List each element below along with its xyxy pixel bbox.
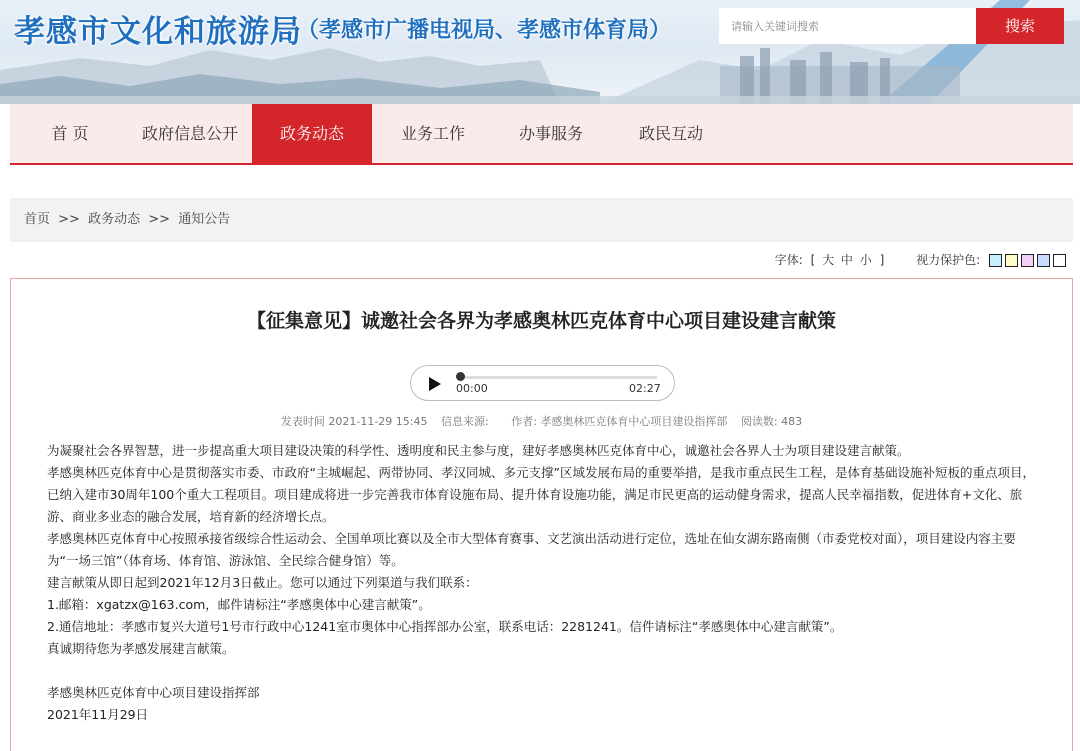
signature-date: 2021年11月29日 [47, 707, 149, 722]
font-size-large-button[interactable]: 大 [822, 253, 835, 267]
signature: 孝感奥林匹克体育中心项目建设指挥部 [47, 685, 260, 700]
site-title: 孝感市文化和旅游局 [14, 14, 302, 50]
audio-total-time: 02:27 [629, 382, 661, 395]
swatch-white[interactable] [1053, 254, 1066, 267]
eye-care-label: 视力保护色: [916, 253, 981, 267]
paragraph: 孝感奥林匹克体育中心按照承接省级综合性运动会、全国单项比赛以及全市大型体育赛事、文艺演出活动进行定位，选址在仙女湖东路南侧（市委党校对面），项目建设内容主要为“一场三馆”（体育场、体育馆、游泳馆、全民综合健身馆）等。 [47, 531, 1016, 568]
publish-time: 发表时间 2021-11-29 15:45 [280, 415, 428, 428]
nav-item-interaction[interactable]: 政民互动 [638, 124, 703, 143]
breadcrumb-level1[interactable]: 政务动态 [88, 212, 141, 227]
breadcrumb-level2[interactable]: 通知公告 [178, 212, 231, 227]
header-banner [0, 0, 1080, 104]
audio-player[interactable] [410, 365, 675, 401]
nav-item-gov-info[interactable]: 政府信息公开 [141, 124, 238, 143]
audio-current-time: 00:00 [456, 382, 488, 395]
swatch-pink[interactable] [1021, 254, 1034, 267]
site-subtitle: （孝感市广播电视局、孝感市体育局） [297, 18, 672, 43]
nav-item-services[interactable]: 办事服务 [518, 124, 583, 143]
search-input[interactable] [719, 8, 976, 44]
article-title: 【征集意见】诚邀社会各界为孝感奥林匹克体育中心项目建设建言献策 [246, 310, 836, 332]
font-size-bracket-close: ] [879, 252, 885, 267]
audio-progress-track[interactable] [459, 376, 657, 379]
paragraph: 孝感奥林匹克体育中心是贯彻落实市委、市政府“主城崛起、两带协同、孝汉同城、多元支撑”区域发展布局的重要举措，是我市重点民生工程，是体育基础设施补短板的重点项目，已纳入建市30周年100个重大工程项目。项目建成将进一步完善我市体育设施布局、提升体育设施功能，满足市民更高的运动健身需求，提高人民幸福指数，促进体育+文化、旅游、商业多业态的融合发展，培育新的经济增长点。 [47, 465, 1035, 524]
swatch-yellow[interactable] [1005, 254, 1018, 267]
nav-item-gov-news[interactable]: 政务动态 [252, 104, 372, 163]
font-size-label: 字体: [774, 253, 803, 267]
paragraph: 为凝聚社会各界智慧，进一步提高重大项目建设决策的科学性、透明度和民主参与度，建好孝感奥林匹克体育中心，诚邀社会各界人士为项目建设建言献策。 [47, 443, 910, 458]
audio-progress-knob[interactable] [456, 372, 465, 381]
swatch-lavender[interactable] [1037, 254, 1050, 267]
paragraph: 1.邮箱：xgatzx@163.com，邮件请标注“孝感奥体中心建言献策”。 [47, 597, 431, 612]
eye-care-swatches [986, 253, 1066, 267]
article-body [47, 440, 1047, 726]
nav-item-home[interactable]: 首 页 [51, 124, 89, 143]
article-panel [10, 278, 1073, 751]
article-author: 作者: 孝感奥林匹克体育中心项目建设指挥部 [511, 415, 728, 428]
read-count: 阅读数: 483 [740, 415, 803, 428]
breadcrumb-home[interactable]: 首页 [24, 212, 51, 227]
info-source: 信息来源: [441, 415, 489, 428]
breadcrumb-bar [10, 198, 1073, 242]
nav-item-business[interactable]: 业务工作 [400, 124, 465, 143]
breadcrumb-separator: >> [58, 212, 80, 227]
swatch-blue[interactable] [989, 254, 1002, 267]
breadcrumb-separator: >> [148, 212, 171, 227]
font-size-medium-button[interactable]: 中 [840, 253, 853, 267]
play-icon[interactable] [428, 376, 442, 392]
paragraph: 2.通信地址：孝感市复兴大道号1号市行政中心1241室市奥体中心指挥部办公室，联系电话：2281241。信件请标注“孝感奥体中心建言献策”。 [47, 619, 843, 634]
reading-tools [775, 251, 1066, 269]
font-size-bracket-open: [ [810, 252, 816, 267]
font-size-small-button[interactable]: 小 [859, 253, 872, 267]
article-meta [11, 413, 1072, 429]
search-button[interactable]: 搜索 [976, 8, 1064, 44]
breadcrumb [24, 198, 234, 242]
paragraph: 真诚期待您为孝感发展建言献策。 [47, 641, 235, 656]
main-nav [10, 104, 1073, 165]
paragraph: 建言献策从即日起到2021年12月3日截止。您可以通过下列渠道与我们联系： [47, 575, 478, 590]
